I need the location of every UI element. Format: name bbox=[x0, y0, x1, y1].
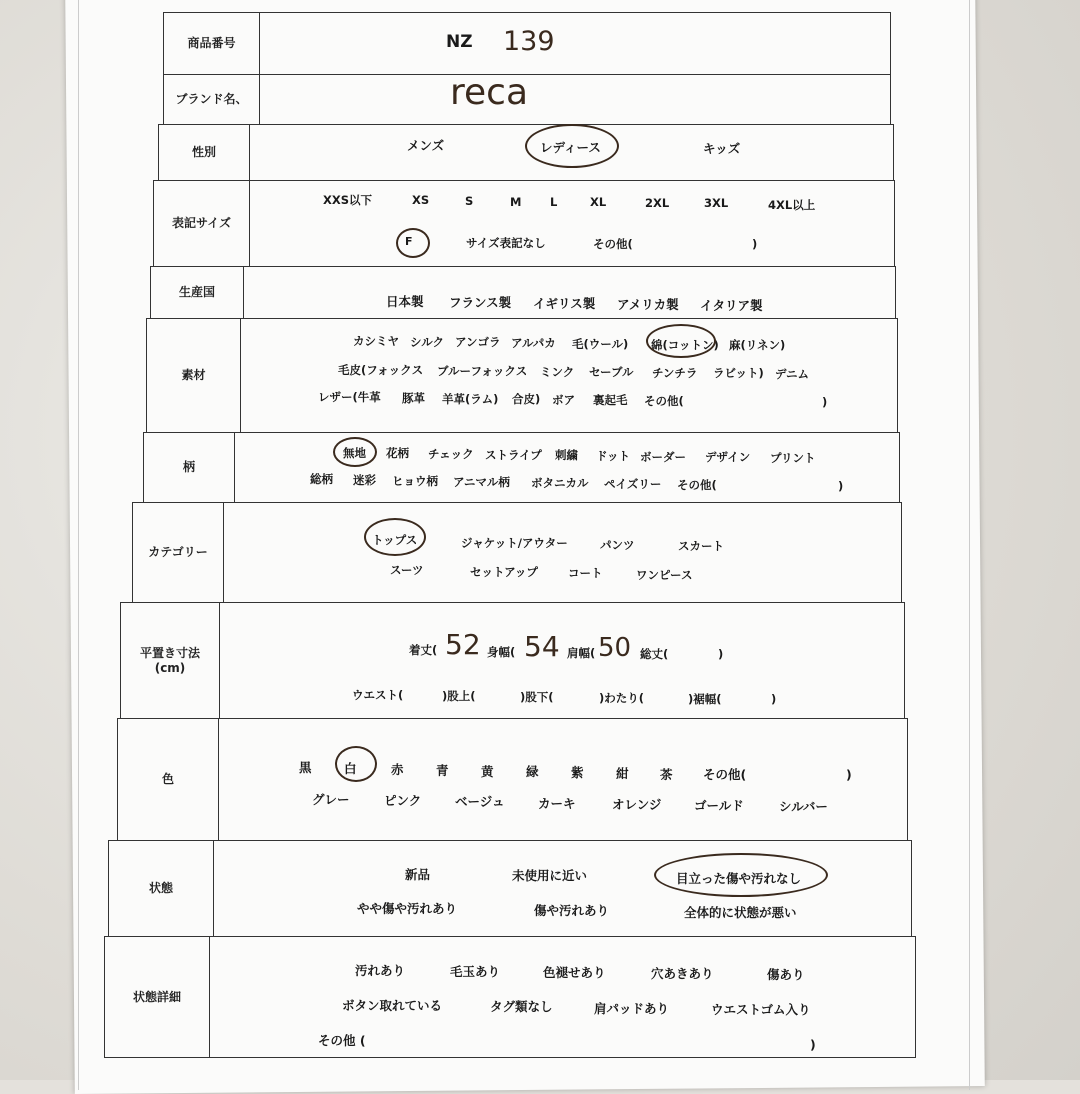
color-khaki: カーキ bbox=[538, 796, 576, 811]
color-yellow: 黄 bbox=[481, 764, 494, 779]
detail-shoulder-pad: 肩パッドあり bbox=[594, 1001, 670, 1016]
detail-scratch: 傷あり bbox=[767, 967, 805, 982]
size-option-xs: XS bbox=[412, 193, 430, 207]
country-option-japan: 日本製 bbox=[386, 294, 424, 309]
color-green: 緑 bbox=[526, 764, 539, 779]
gender-label: 性別 bbox=[159, 125, 250, 180]
material-mink: ミンク bbox=[540, 365, 575, 379]
material-boa: ボア bbox=[552, 393, 575, 407]
size-option-3xl: 3XL bbox=[704, 196, 729, 210]
pattern-animal: アニマル柄 bbox=[453, 475, 510, 489]
pattern-other-close: ) bbox=[838, 479, 844, 493]
category-suit: スーツ bbox=[390, 563, 424, 577]
material-silk: シルク bbox=[410, 335, 444, 349]
country-option-usa: アメリカ製 bbox=[617, 297, 679, 312]
pattern-dot: ドット bbox=[596, 449, 631, 463]
selected-mark-condition bbox=[654, 853, 828, 897]
pattern-leopard: ヒョウ柄 bbox=[392, 474, 438, 488]
product-no-prefix: NZ bbox=[446, 32, 473, 52]
material-brushed: 裏起毛 bbox=[593, 393, 628, 407]
color-grey: グレー bbox=[312, 792, 350, 807]
color-brown: 茶 bbox=[660, 767, 673, 782]
pattern-plain: 無地 bbox=[343, 446, 366, 460]
category-label: カテゴリー bbox=[133, 503, 224, 602]
material-cashmere: カシミヤ bbox=[353, 334, 399, 348]
selected-mark-material bbox=[646, 324, 716, 358]
size-option-none: サイズ表記なし bbox=[466, 236, 546, 250]
measure-length-value: 52 bbox=[445, 628, 481, 661]
size-option-4xl: 4XL以上 bbox=[768, 198, 816, 212]
measure-total-close: ) bbox=[718, 647, 724, 661]
brand-label: ブランド名、 bbox=[164, 75, 260, 124]
material-alpaca: アルパカ bbox=[511, 336, 556, 350]
pattern-camo: 迷彩 bbox=[353, 473, 376, 487]
category-skirt: スカート bbox=[678, 539, 724, 553]
category-onepiece: ワンピース bbox=[636, 568, 693, 582]
row-measure bbox=[120, 602, 905, 718]
material-chinchilla: チンチラ bbox=[652, 366, 698, 380]
material-sable: セーブル bbox=[589, 365, 634, 379]
size-option-2xl: 2XL bbox=[645, 196, 670, 210]
size-other-close: ) bbox=[752, 237, 758, 251]
category-pants: パンツ bbox=[600, 538, 635, 552]
material-synthetic: 合皮) bbox=[512, 392, 541, 406]
measure-waist: ウエスト( bbox=[352, 688, 404, 702]
material-denim: デニム bbox=[775, 367, 810, 381]
material-angora: アンゴラ bbox=[455, 335, 501, 349]
color-other-close: ) bbox=[846, 767, 852, 782]
material-cotton: 綿(コットン) bbox=[651, 338, 719, 352]
pattern-other: その他( bbox=[677, 478, 717, 492]
detail-other-close: ) bbox=[810, 1037, 816, 1052]
detail-stain: 汚れあり bbox=[355, 963, 406, 978]
size-option-s: S bbox=[465, 194, 474, 208]
material-other: その他( bbox=[644, 394, 684, 408]
measure-thigh: )わたり( bbox=[599, 691, 645, 705]
detail-elastic: ウエストゴム入り bbox=[711, 1002, 811, 1017]
country-option-uk: イギリス製 bbox=[533, 296, 596, 311]
size-option-other: その他( bbox=[593, 237, 633, 251]
pattern-embroidery: 刺繍 bbox=[555, 448, 578, 462]
color-beige: ベージュ bbox=[455, 794, 505, 809]
size-option-xl: XL bbox=[590, 195, 607, 209]
measure-shoulder-value: 50 bbox=[598, 633, 632, 663]
row-size bbox=[153, 180, 895, 266]
condition-new: 新品 bbox=[405, 867, 431, 882]
row-country bbox=[150, 266, 896, 318]
detail-hole: 穴あきあり bbox=[651, 966, 714, 981]
size-option-l: L bbox=[550, 195, 558, 209]
material-lamb: 羊革(ラム) bbox=[442, 392, 499, 406]
color-white: 白 bbox=[344, 761, 357, 776]
category-jacket: ジャケット/アウター bbox=[461, 536, 568, 550]
detail-button: ボタン取れている bbox=[342, 998, 443, 1013]
pattern-check: チェック bbox=[428, 447, 474, 461]
measure-rise: )股上( bbox=[442, 689, 476, 703]
size-option-f: F bbox=[405, 235, 413, 248]
detail-no-tag: タグ類なし bbox=[490, 999, 553, 1014]
detail-label: 状態詳細 bbox=[105, 937, 210, 1057]
selected-mark-gender bbox=[525, 124, 619, 168]
gender-option-ladies: レディース bbox=[540, 140, 601, 155]
selected-mark-pattern bbox=[333, 437, 377, 467]
country-option-france: フランス製 bbox=[449, 295, 512, 310]
condition-label: 状態 bbox=[109, 841, 214, 936]
condition-damaged: 傷や汚れあり bbox=[534, 903, 610, 918]
gender-option-mens: メンズ bbox=[407, 138, 445, 153]
measure-width-label: 身幅( bbox=[487, 645, 516, 659]
pattern-label: 柄 bbox=[144, 433, 235, 502]
row-category bbox=[132, 502, 902, 602]
color-other: その他( bbox=[703, 767, 747, 782]
gender-option-kids: キッズ bbox=[703, 141, 741, 156]
product-no-label: 商品番号 bbox=[164, 13, 260, 74]
material-linen: 麻(リネン) bbox=[729, 338, 786, 352]
material-wool: 毛(ウール) bbox=[572, 337, 629, 351]
material-other-close: ) bbox=[822, 395, 828, 409]
color-red: 赤 bbox=[391, 762, 404, 777]
row-pattern bbox=[143, 432, 900, 502]
country-label: 生産国 bbox=[151, 267, 244, 318]
measure-shoulder-label: 肩幅( bbox=[567, 646, 596, 660]
pattern-botanical: ボタニカル bbox=[531, 476, 589, 490]
detail-fading: 色褪せあり bbox=[543, 965, 606, 980]
material-fur-fox: 毛皮(フォックス bbox=[338, 363, 424, 377]
size-option-m: M bbox=[510, 195, 522, 209]
material-leather: レザー(牛革 bbox=[318, 390, 381, 404]
detail-other: その他 ( bbox=[318, 1033, 366, 1048]
condition-poor: 全体的に状態が悪い bbox=[684, 905, 797, 920]
detail-pilling: 毛玉あり bbox=[450, 964, 501, 979]
condition-some-damage: やや傷や汚れあり bbox=[357, 901, 458, 916]
material-pigskin: 豚革 bbox=[402, 391, 425, 405]
color-label: 色 bbox=[118, 719, 219, 840]
selected-mark-color bbox=[335, 746, 377, 782]
material-rabbit: ラビット) bbox=[713, 366, 764, 380]
pattern-border: ボーダー bbox=[640, 450, 686, 464]
category-tops: トップス bbox=[372, 533, 418, 547]
measure-label-main: 平置き寸法 bbox=[139, 645, 200, 660]
category-coat: コート bbox=[568, 566, 603, 580]
country-option-italy: イタリア製 bbox=[700, 298, 763, 313]
color-blue: 青 bbox=[436, 763, 449, 778]
size-label: 表記サイズ bbox=[154, 181, 250, 266]
material-blue-fox: ブルーフォックス bbox=[437, 364, 528, 378]
measure-label bbox=[121, 603, 220, 718]
color-purple: 紫 bbox=[571, 765, 584, 780]
pattern-stripe: ストライプ bbox=[485, 448, 542, 462]
color-pink: ピンク bbox=[384, 793, 422, 808]
row-color bbox=[117, 718, 908, 840]
pattern-print: プリント bbox=[770, 451, 816, 465]
measure-label-unit: (cm) bbox=[154, 660, 186, 675]
measure-width-value: 54 bbox=[524, 630, 560, 663]
pattern-allover: 総柄 bbox=[310, 472, 333, 486]
measure-hem: )裾幅( bbox=[688, 692, 722, 706]
measure-inseam: )股下( bbox=[520, 690, 554, 704]
color-black: 黒 bbox=[299, 760, 312, 775]
condition-no-damage: 目立った傷や汚れなし bbox=[676, 871, 802, 886]
measure-hem-close: ) bbox=[771, 692, 777, 706]
color-orange: オレンジ bbox=[612, 797, 662, 812]
pattern-design: デザイン bbox=[705, 450, 751, 464]
category-setup: セットアップ bbox=[470, 565, 538, 579]
color-navy: 紺 bbox=[616, 766, 629, 781]
brand-value: reca bbox=[450, 72, 529, 113]
color-silver: シルバー bbox=[779, 799, 828, 814]
condition-near-new: 未使用に近い bbox=[512, 868, 588, 883]
measure-length-label: 着丈( bbox=[409, 643, 438, 657]
selected-mark-size bbox=[396, 228, 430, 258]
pattern-floral: 花柄 bbox=[386, 446, 409, 460]
selected-mark-category bbox=[364, 518, 426, 556]
color-gold: ゴールド bbox=[694, 798, 744, 813]
pattern-paisley: ペイズリー bbox=[604, 477, 662, 491]
measure-total-label: 総丈( bbox=[640, 647, 669, 661]
material-label: 素材 bbox=[147, 319, 241, 432]
product-no-value: 139 bbox=[503, 26, 555, 57]
size-option-xxs: XXS以下 bbox=[323, 193, 373, 207]
